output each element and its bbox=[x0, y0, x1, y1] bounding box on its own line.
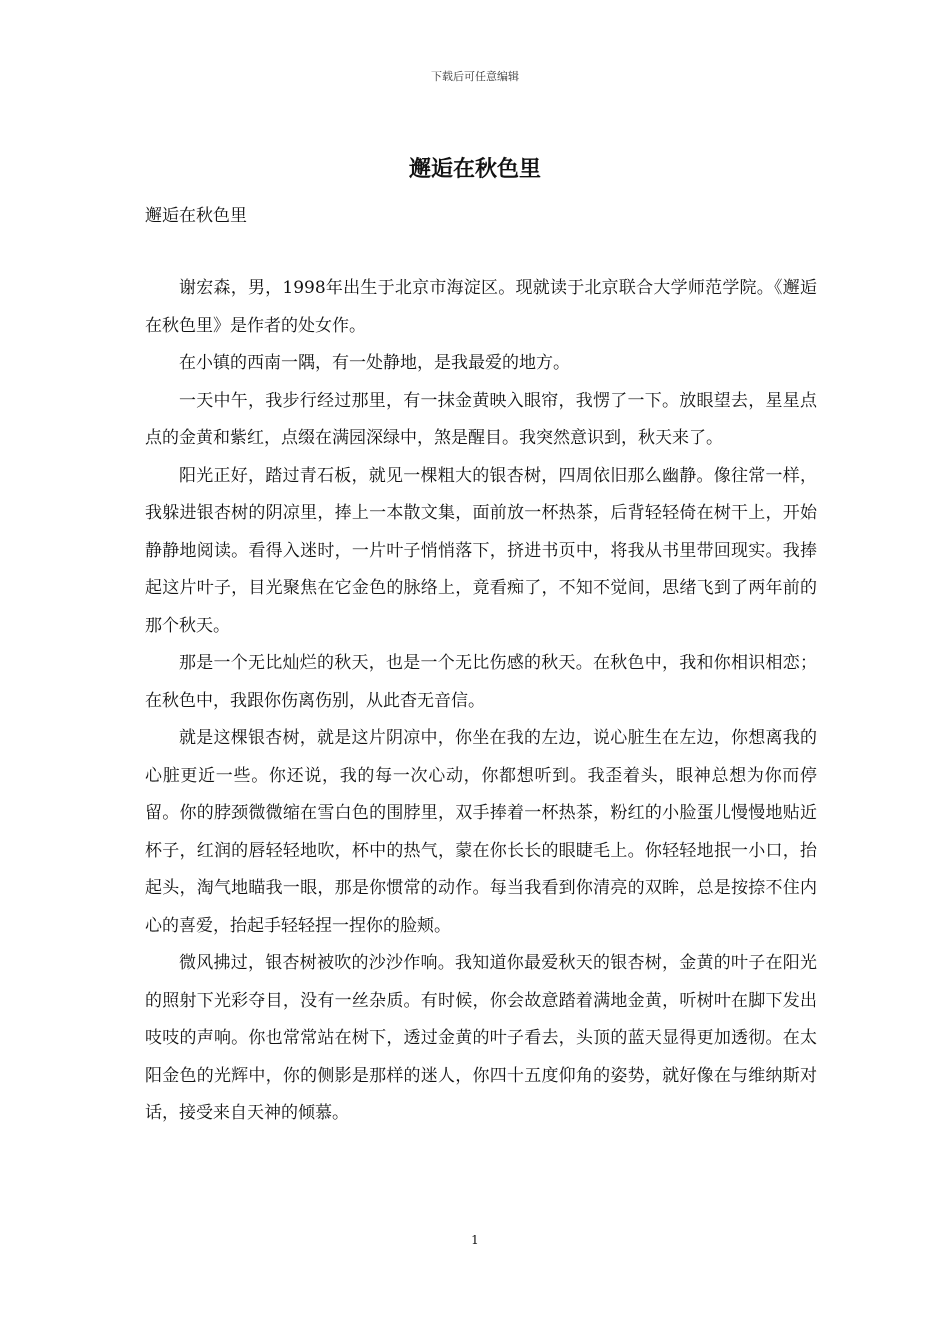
paragraph: 那是一个无比灿烂的秋天，也是一个无比伤感的秋天。在秋色中，我和你相识相恋；在秋色中，我跟你伤离伤别，从此杳无音信。 bbox=[145, 653, 817, 711]
paragraph: 阳光正好，踏过青石板，就见一棵粗大的银杏树，四周依旧那么幽静。像往常一样，我躲进银杏树的阴凉里，捧上一本散文集，面前放一杯热茶，后背轻轻倚在树干上，开始静静地阅读。看得入迷时，一片叶子悄悄落下，挤进书页中，将我从书里带回现实。我捧起这片叶子，目光聚焦在它金色的脉络上，竟看痴了，不知不觉间，思绪飞到了两年前的那个秋天。 bbox=[145, 465, 817, 636]
paragraph: 一天中午，我步行经过那里，有一抹金黄映入眼帘，我愣了一下。放眼望去，星星点点的金黄和紫红，点缀在满园深绿中，煞是醒目。我突然意识到，秋天来了。 bbox=[145, 390, 817, 448]
page-number: 1 bbox=[471, 1233, 479, 1247]
document-subtitle: 邂逅在秋色里 bbox=[145, 206, 247, 226]
paragraph: 在小镇的西南一隅，有一处静地，是我最爱的地方。 bbox=[179, 353, 570, 373]
document-title: 邂逅在秋色里 bbox=[408, 157, 541, 182]
document-body bbox=[145, 270, 817, 1133]
paragraph: 微风拂过，银杏树被吹的沙沙作响。我知道你最爱秋天的银杏树，金黄的叶子在阳光的照射下光彩夺目，没有一丝杂质。有时候，你会故意踏着满地金黄，听树叶在脚下发出吱吱的声响。你也常常站在树下，透过金黄的叶子看去，头顶的蓝天显得更加透彻。在太阳金色的光辉中，你的侧影是那样的迷人，你四十五度仰角的姿势，就好像在与维纳斯对话，接受来自天神的倾慕。 bbox=[145, 953, 817, 1123]
paragraph: 谢宏森，男，1998年出生于北京市海淀区。现就读于北京联合大学师范学院。《邂逅在秋色里》是作者的处女作。 bbox=[145, 278, 817, 336]
paragraph: 就是这棵银杏树，就是这片阴凉中，你坐在我的左边，说心脏生在左边，你想离我的心脏更近一些。你还说，我的每一次心动，你都想听到。我歪着头，眼神总想为你而停留。你的脖颈微微缩在雪白色的围脖里，双手捧着一杯热茶，粉红的小脸蛋儿慢慢地贴近杯子，红润的唇轻轻地吹，杯中的热气，蒙在你长长的眼睫毛上。你轻轻地抿一小口，抬起头，淘气地瞄我一眼，那是你惯常的动作。每当我看到你清亮的双眸，总是按捺不住内心的喜爱，抬起手轻轻捏一捏你的脸颊。 bbox=[145, 728, 817, 936]
page-header: 下载后可任意编辑 bbox=[431, 70, 519, 83]
